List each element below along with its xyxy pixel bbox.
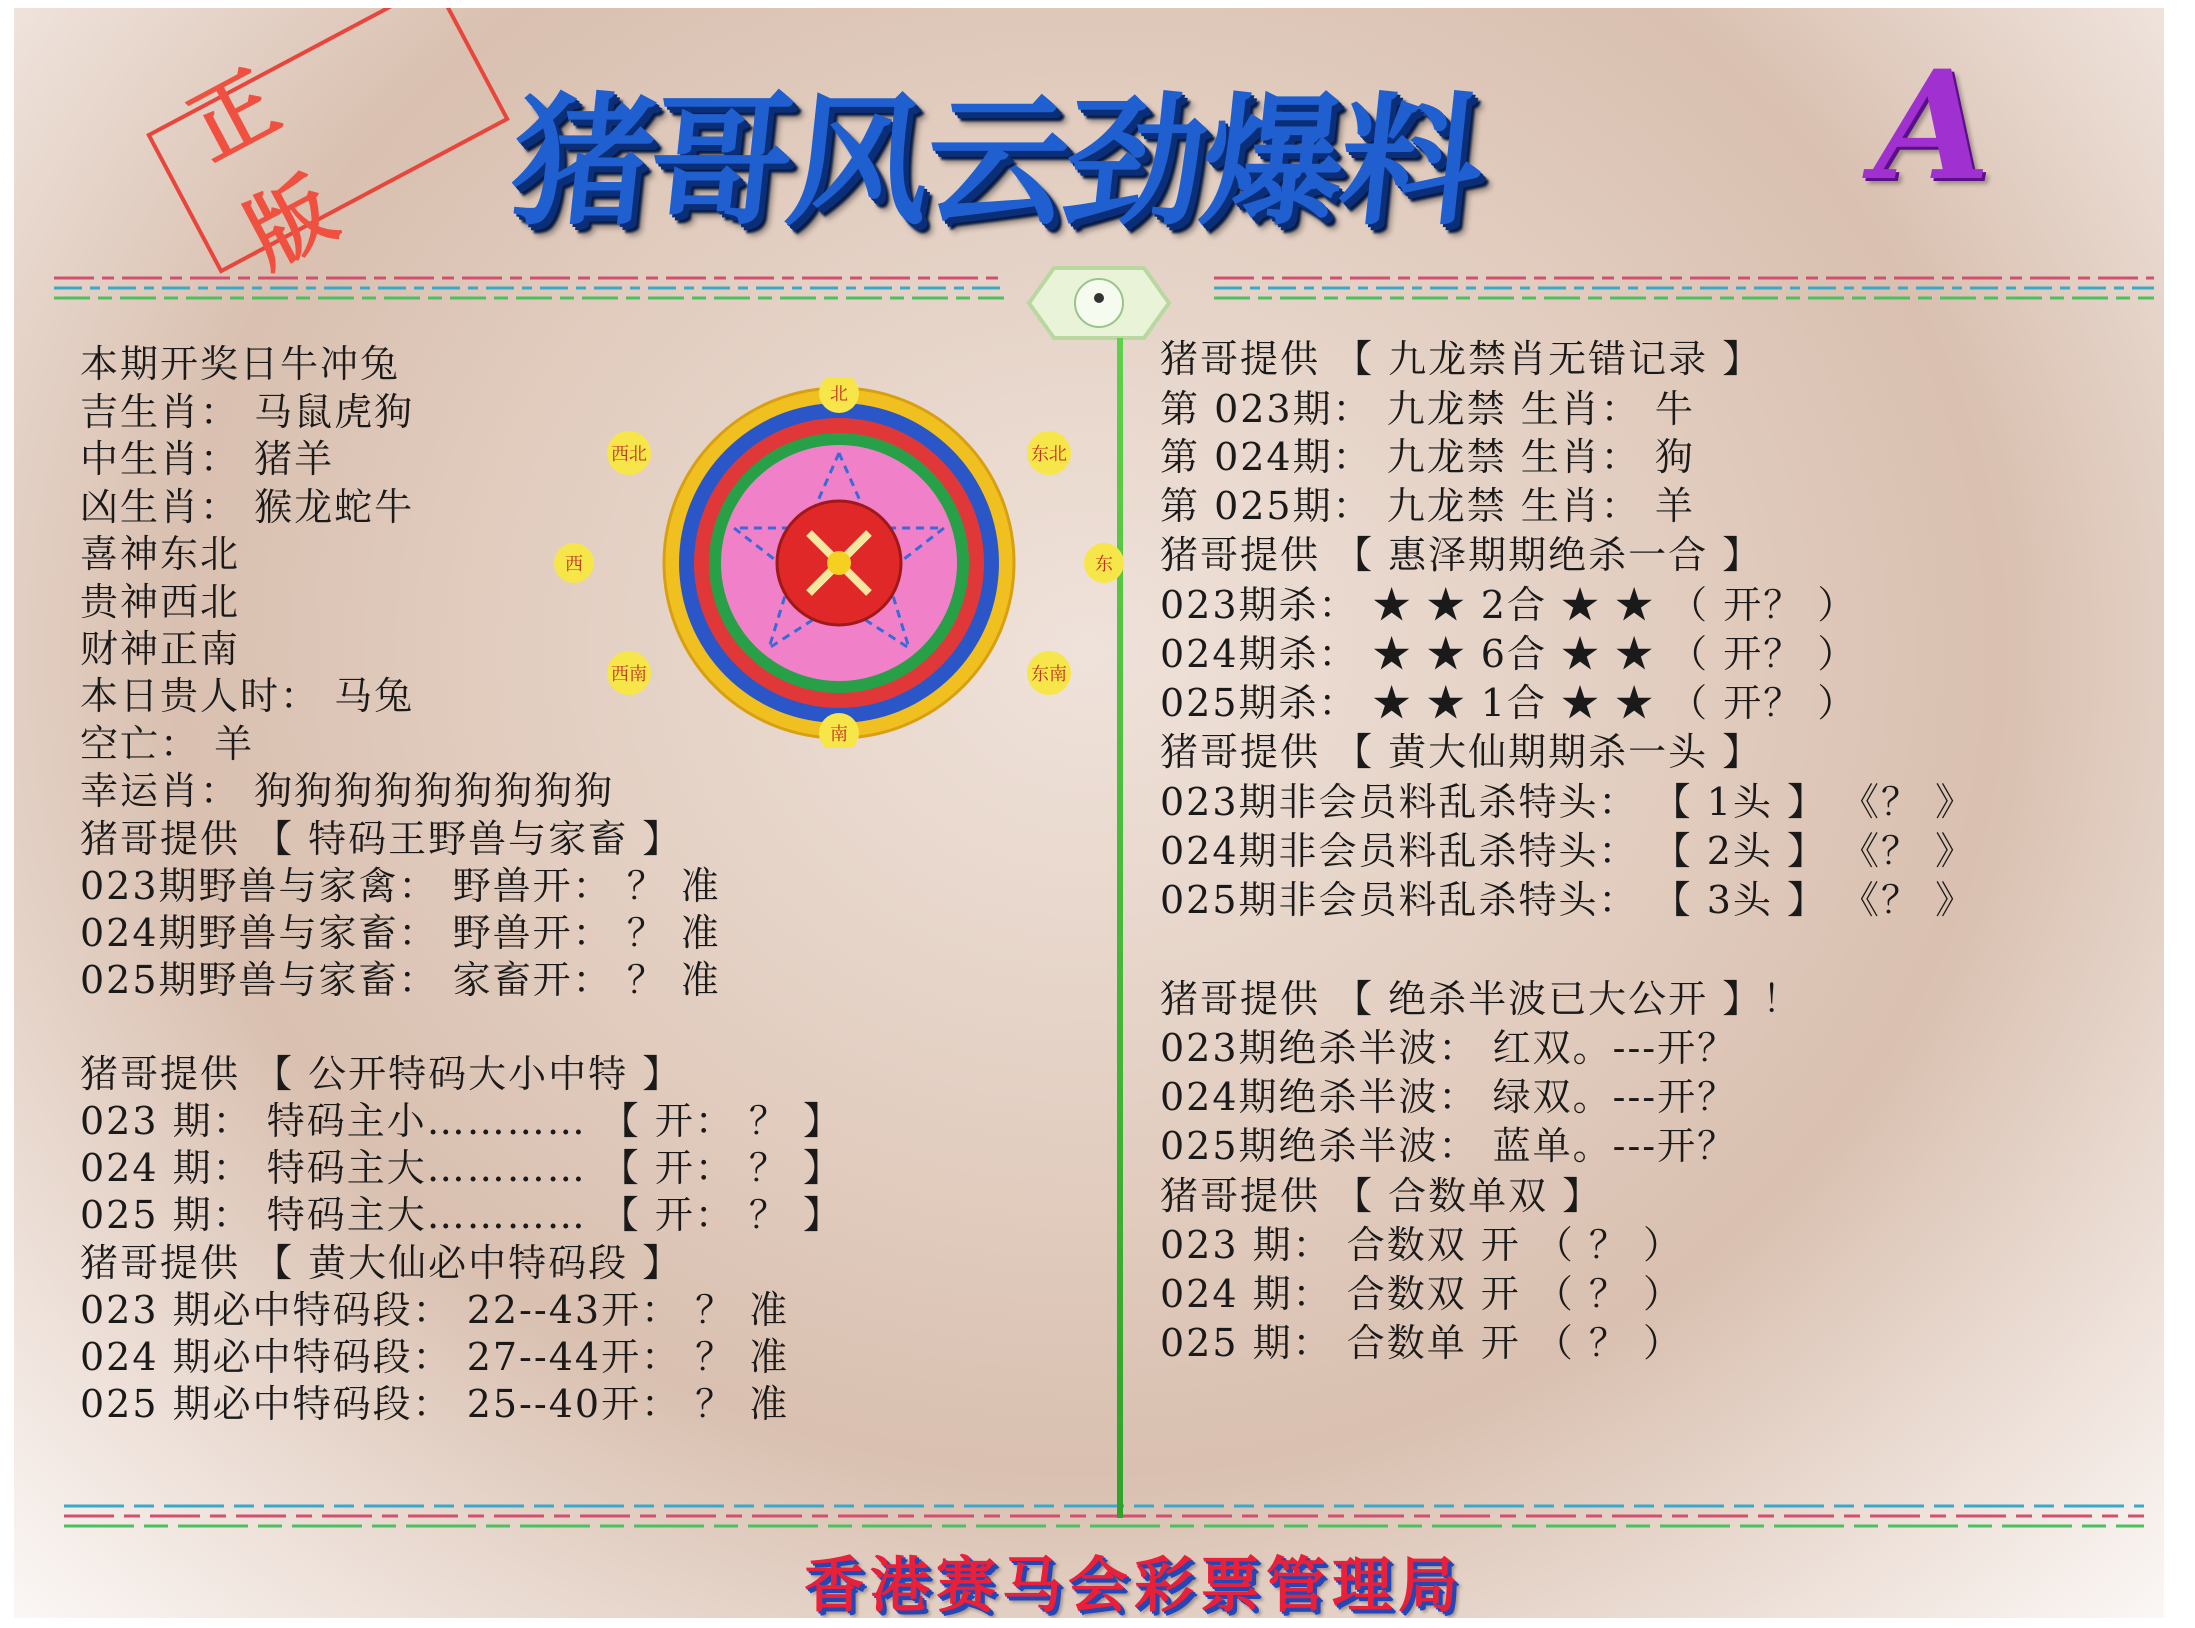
wheel-southeast: 东南 — [1031, 664, 1067, 685]
wheel-northeast: 东北 — [1031, 444, 1067, 465]
right-line: 023期杀： ★ ★ 2合 ★ ★ （ 开？ ） — [1160, 583, 1858, 627]
left-line: 空亡： 羊 — [80, 722, 255, 766]
left-line: 025期野兽与家畜： 家畜开： ？ 准 — [80, 958, 721, 1002]
left-line: 中生肖： 猪羊 — [80, 437, 335, 481]
left-line: 025 期必中特码段： 25--40开： ？ 准 — [80, 1382, 790, 1426]
left-line: 024期野兽与家畜： 野兽开： ？ 准 — [80, 911, 721, 955]
footer-issuer: 香港赛马会彩票管理局 — [804, 1551, 1464, 1618]
left-line: 喜神东北 — [80, 532, 241, 576]
bottom-rule — [64, 1498, 2144, 1538]
top-left-rule — [54, 270, 1004, 310]
right-line: 024期杀： ★ ★ 6合 ★ ★ （ 开？ ） — [1160, 632, 1858, 676]
right-line: 第 023期： 九龙禁 生肖： 牛 — [1160, 387, 1695, 431]
poster — [14, 8, 2164, 1618]
right-line: 025 期： 合数单 开 （ ？ ） — [1160, 1321, 1684, 1365]
right-line: 猪哥提供 【 九龙禁肖无错记录 】 — [1160, 337, 1763, 381]
top-right-rule — [1214, 270, 2154, 310]
left-line: 023 期： 特码主小………… 【 开： ？ 】 — [80, 1099, 844, 1143]
left-line: 024 期： 特码主大………… 【 开： ？ 】 — [80, 1146, 844, 1190]
right-line: 024期绝杀半波： 绿双。---开？ — [1160, 1075, 1738, 1119]
right-line: 023期非会员料乱杀特头： 【 1头 】 《？ 》 — [1160, 780, 1976, 824]
left-line: 023期野兽与家禽： 野兽开： ？ 准 — [80, 864, 721, 908]
stamp-text: 正 版 — [173, 24, 404, 286]
right-line: 024期非会员料乱杀特头： 【 2头 】 《？ 》 — [1160, 829, 1976, 873]
right-line: 猪哥提供 【 惠泽期期绝杀一合 】 — [1160, 533, 1763, 577]
edition-letter: A — [1874, 38, 1991, 214]
left-line: 凶生肖： 猴龙蛇牛 — [80, 485, 415, 529]
right-line: 023期绝杀半波： 红双。---开？ — [1160, 1026, 1738, 1070]
wheel-north: 北 — [830, 384, 848, 405]
left-line: 猪哥提供 【 公开特码大小中特 】 — [80, 1052, 683, 1096]
right-line: 025期绝杀半波： 蓝单。---开？ — [1160, 1124, 1738, 1168]
genuine-stamp — [146, 8, 510, 286]
compass-wheel — [544, 378, 1134, 748]
poster-title: 猪哥风云劲爆料 — [503, 80, 1488, 245]
left-line: 猪哥提供 【 黄大仙必中特码段 】 — [80, 1241, 683, 1285]
right-line: 023 期： 合数双 开 （ ？ ） — [1160, 1223, 1684, 1267]
wheel-southwest: 西南 — [611, 664, 647, 685]
left-line: 025 期： 特码主大………… 【 开： ？ 】 — [80, 1193, 844, 1237]
left-line: 本日贵人时： 马兔 — [80, 674, 415, 718]
right-line: 第 024期： 九龙禁 生肖： 狗 — [1160, 435, 1695, 479]
right-line: 024 期： 合数双 开 （ ？ ） — [1160, 1272, 1684, 1316]
left-line: 猪哥提供 【 特码王野兽与家畜 】 — [80, 817, 683, 861]
left-line: 本期开奖日牛冲兔 — [80, 342, 401, 386]
right-line: 猪哥提供 【 绝杀半波已大公开 】！ — [1160, 977, 1803, 1021]
left-line: 023 期必中特码段： 22--43开： ？ 准 — [80, 1288, 790, 1332]
left-line: 024 期必中特码段： 27--44开： ？ 准 — [80, 1335, 790, 1379]
wheel-south: 南 — [830, 724, 848, 745]
wheel-northwest: 西北 — [611, 444, 647, 465]
left-line: 吉生肖： 马鼠虎狗 — [80, 390, 415, 434]
right-line: 猪哥提供 【 黄大仙期期杀一头 】 — [1160, 730, 1763, 774]
right-line: 025期非会员料乱杀特头： 【 3头 】 《？ 》 — [1160, 878, 1976, 922]
right-line: 猪哥提供 【 合数单双 】 — [1160, 1174, 1603, 1218]
right-line: 第 025期： 九龙禁 生肖： 羊 — [1160, 484, 1695, 528]
left-line: 财神正南 — [80, 627, 241, 671]
right-line: 025期杀： ★ ★ 1合 ★ ★ （ 开？ ） — [1160, 681, 1858, 725]
left-line: 幸运肖： 狗狗狗狗狗狗狗狗狗 — [80, 769, 615, 813]
wheel-east: 东 — [1095, 554, 1113, 575]
left-line: 贵神西北 — [80, 580, 241, 624]
wheel-west: 西 — [565, 554, 583, 575]
